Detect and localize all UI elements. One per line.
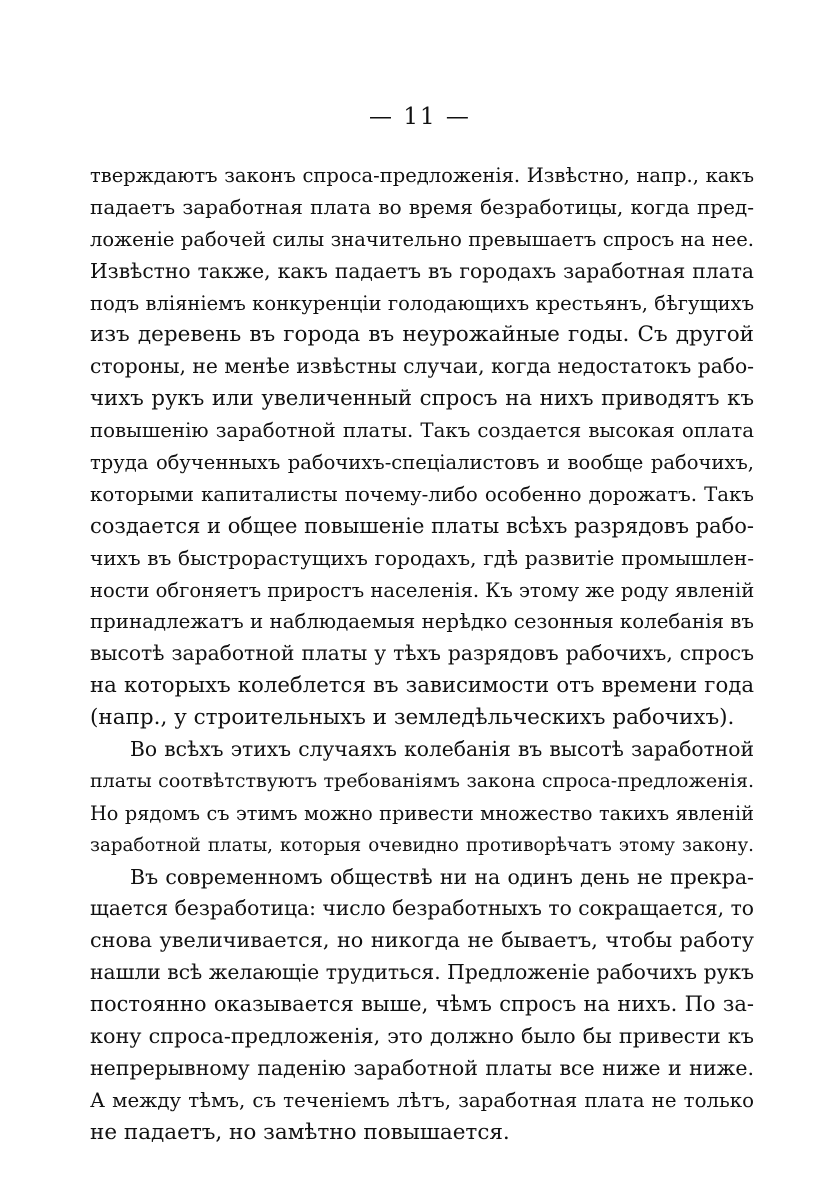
text-line: падаетъ заработная плата во время безработицы, когда пред- xyxy=(90,194,754,219)
text-line: щается безработица: число безработныхъ то сокращается, то xyxy=(90,896,754,921)
text-line: чихъ въ быстрорастущихъ городахъ, гдѣ развитіе промышлен- xyxy=(90,545,754,570)
text-line: постоянно оказывается выше, чѣмъ спросъ на нихъ. По за- xyxy=(90,992,754,1017)
text-line: тверждаютъ законъ спроса-предложенія. Извѣстно, напр., какъ xyxy=(90,164,754,187)
text-line: на которыхъ колеблется въ зависимости отъ времени года xyxy=(90,673,754,699)
text-line: Извѣстно также, какъ падаетъ въ городахъ заработная плата xyxy=(90,258,754,283)
text-line: заработной платы, которыя очевидно противорѣчатъ этому закону. xyxy=(90,834,754,856)
text-line: изъ деревень въ города въ неурожайные годы. Съ другой xyxy=(90,322,754,348)
text-line: А между тѣмъ, съ теченіемъ лѣтъ, заработная плата не только xyxy=(90,1088,754,1112)
text-line: подъ вліяніемъ конкуренціи голодающихъ крестьянъ, бѣгущихъ xyxy=(90,291,754,315)
text-line: высотѣ заработной платы у тѣхъ разрядовъ рабочихъ, спросъ xyxy=(90,641,754,666)
body-text xyxy=(90,160,754,1149)
text-line: повышенію заработной платы. Такъ создается высокая оплата xyxy=(90,419,754,443)
text-line: принадлежатъ и наблюдаемыя нерѣдко сезонныя колебанія въ xyxy=(90,610,754,634)
text-line: платы соотвѣтствуютъ требованіямъ закона спроса-предложенія. xyxy=(90,769,754,792)
text-line: непрерывному паденію заработной платы все ниже и ниже. xyxy=(90,1055,754,1080)
text-line: не падаетъ, но замѣтно повышается. xyxy=(90,1119,510,1145)
text-line: чихъ рукъ или увеличенный спросъ на нихъ приводятъ къ xyxy=(90,386,754,412)
page-number: — 11 — xyxy=(369,104,471,130)
text-line: которыми капиталисты почему-либо особенно дорожатъ. Такъ xyxy=(90,482,754,506)
text-line: стороны, не менѣе извѣстны случаи, когда недостатокъ рабо- xyxy=(90,354,754,379)
text-line: создается и общее повышеніе платы всѣхъ разрядовъ рабо- xyxy=(90,513,754,538)
text-line: снова увеличивается, но никогда не бываетъ, чтобы работу xyxy=(90,928,754,953)
text-line: нашли всѣ желающіе трудиться. Предложеніе рабочихъ рукъ xyxy=(90,960,754,985)
text-line: кону спроса-предложенія, это должно было бы привести къ xyxy=(90,1024,754,1049)
text-line: ности обгоняетъ приростъ населенія. Къ этому же роду явленій xyxy=(90,578,755,602)
text-line: труда обученныхъ рабочихъ-спеціалистовъ и вообще рабочихъ, xyxy=(90,451,754,475)
text-line: (напр., у строительныхъ и земледѣльческихъ рабочихъ). xyxy=(90,705,735,731)
text-line: Но рядомъ съ этимъ можно привести множество такихъ явленій xyxy=(90,801,754,825)
text-line: ложеніе рабочей силы значительно превышаетъ спросъ на нее. xyxy=(90,227,754,251)
paragraph-first-line: Во всѣхъ этихъ случаяхъ колебанія въ высотѣ заработной xyxy=(130,737,754,762)
paragraph-first-line: Въ современномъ обществѣ ни на одинъ день не прекра- xyxy=(130,864,754,889)
